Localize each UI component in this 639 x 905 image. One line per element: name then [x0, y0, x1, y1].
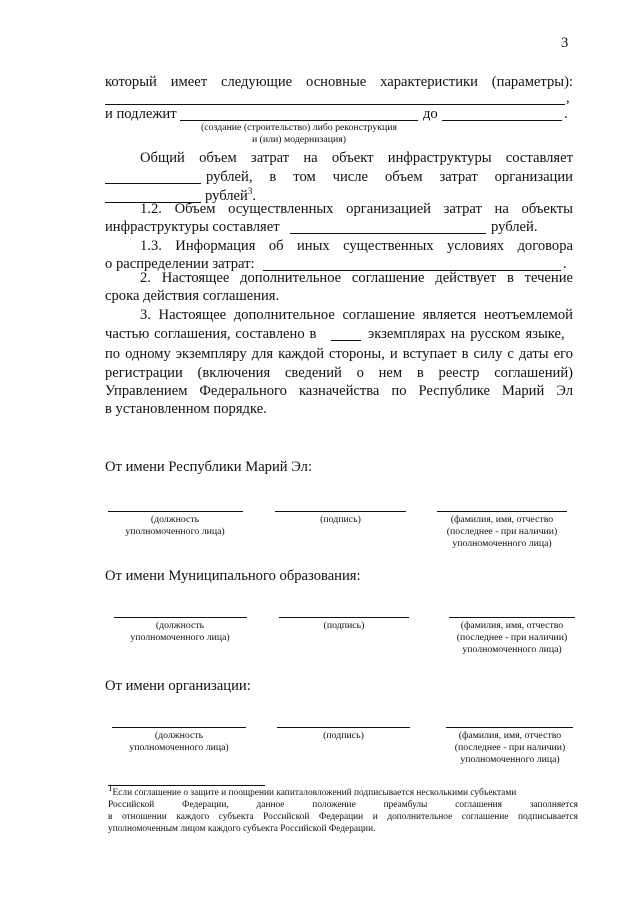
- footnote-text: Если соглашение о защите и поощрении капиталовложений подписывается несколькими субъектами: [112, 788, 517, 799]
- item-3-line-4: регистрации (включения сведений о нем в реестр соглашений): [105, 365, 573, 381]
- item-3-line-6: в установленном порядке.: [105, 401, 267, 417]
- total-costs-line-2: рублей, в том числе объем затрат организации: [206, 169, 573, 185]
- item-1-2-line-2: инфраструктуры составляет: [105, 219, 280, 235]
- signature-label: (подпись): [323, 730, 364, 741]
- signature-line-name: [446, 727, 573, 728]
- signature-line-signature: [279, 617, 409, 618]
- signature-line-position: [114, 617, 247, 618]
- blank-line-until: [442, 120, 562, 121]
- footnote-line-4: уполномоченным лицом каждого субъекта Российской Федерации.: [108, 824, 376, 834]
- signature-heading-republic: От имени Республики Марий Эл:: [105, 459, 313, 475]
- item-1-3-period: .: [563, 256, 567, 272]
- signature-line-position: [108, 511, 243, 512]
- signature-heading-organization: От имени организации:: [105, 678, 251, 694]
- item-1-3-line-2: о распределении затрат:: [105, 256, 255, 272]
- period-mark: .: [564, 106, 568, 122]
- full-name-label: уполномоченного лица): [452, 538, 552, 549]
- position-label: уполномоченного лица): [130, 632, 230, 643]
- blank-line-infra-costs: [290, 233, 486, 234]
- signature-line-name: [449, 617, 575, 618]
- comma-mark: ,: [566, 90, 570, 106]
- full-name-label: (фамилия, имя, отчество: [458, 730, 562, 741]
- blank-line-total: [105, 183, 201, 184]
- item-2-line-2: срока действия соглашения.: [105, 288, 280, 304]
- total-costs-line-1: Общий объем затрат на объект инфраструктуры составляет: [140, 150, 573, 166]
- position-label: (должность: [150, 514, 200, 525]
- page-number: 3: [561, 35, 569, 51]
- characteristics-line: который имеет следующие основные характеристики (параметры):: [105, 74, 573, 90]
- blank-line-copies: [331, 340, 361, 341]
- full-name-label: (последнее - при наличии): [454, 742, 566, 753]
- item-1-3-line-1: 1.3. Информация об иных существенных условиях договора: [140, 238, 573, 254]
- rubles-label: рублей: [205, 188, 248, 204]
- full-name-label: (фамилия, имя, отчество: [450, 514, 554, 525]
- signature-line-position: [112, 727, 246, 728]
- footnote-line-1: [108, 783, 578, 800]
- item-1-2-rubles: рублей.: [491, 219, 538, 235]
- footnote-separator: [108, 785, 265, 786]
- item-2-line-1: 2. Настоящее дополнительное соглашение действует в течение: [140, 270, 573, 286]
- footnote-line-2: Российской Федерации, данное положение преамбулы соглашения заполняется: [108, 800, 578, 810]
- position-label: (должность: [155, 620, 205, 631]
- period-mark: .: [252, 188, 256, 204]
- item-1-2-line-1: 1.2. Объем осуществленных организацией затрат на объекты: [140, 201, 573, 217]
- until-label: до: [423, 106, 438, 122]
- item-3-line-2a: частью соглашения, составлено в: [105, 326, 317, 342]
- full-name-label: уполномоченного лица): [462, 644, 562, 655]
- full-name-label: (последнее - при наличии): [446, 526, 558, 537]
- footnote-ref: 3: [247, 186, 253, 197]
- item-3-line-5: Управлением Федерального казначейства по Республике Марий Эл: [105, 383, 573, 399]
- footnote-mark: 1: [108, 783, 113, 793]
- subject-to-label: и подлежит: [105, 106, 177, 122]
- creation-note-line-1: (создание (строительство) либо реконструкция: [201, 122, 397, 133]
- full-name-label: уполномоченного лица): [460, 754, 560, 765]
- signature-label: (подпись): [320, 514, 361, 525]
- item-3-line-3: по одному экземпляру для каждой стороны, и вступает в силу с даты его: [105, 346, 573, 362]
- signature-heading-municipality: От имени Муниципального образования:: [105, 568, 361, 584]
- position-label: уполномоченного лица): [125, 526, 225, 537]
- item-3-line-2b: экземплярах на русском языке,: [368, 326, 565, 342]
- full-name-label: (фамилия, имя, отчество: [460, 620, 564, 631]
- creation-note-line-2: и (или) модернизация): [251, 134, 347, 145]
- position-label: уполномоченного лица): [129, 742, 229, 753]
- signature-line-name: [437, 511, 567, 512]
- position-label: (должность: [154, 730, 204, 741]
- footnote-line-3: в отношении каждого субъекта Российской Федерации и дополнительное соглашение подписывается: [108, 812, 578, 822]
- signature-line-signature: [277, 727, 410, 728]
- signature-label: (подпись): [323, 620, 365, 631]
- blank-line-subject: [180, 120, 418, 121]
- signature-line-signature: [275, 511, 406, 512]
- full-name-label: (последнее - при наличии): [456, 632, 568, 643]
- item-3-line-1: 3. Настоящее дополнительное соглашение является неотъемлемой: [140, 307, 573, 323]
